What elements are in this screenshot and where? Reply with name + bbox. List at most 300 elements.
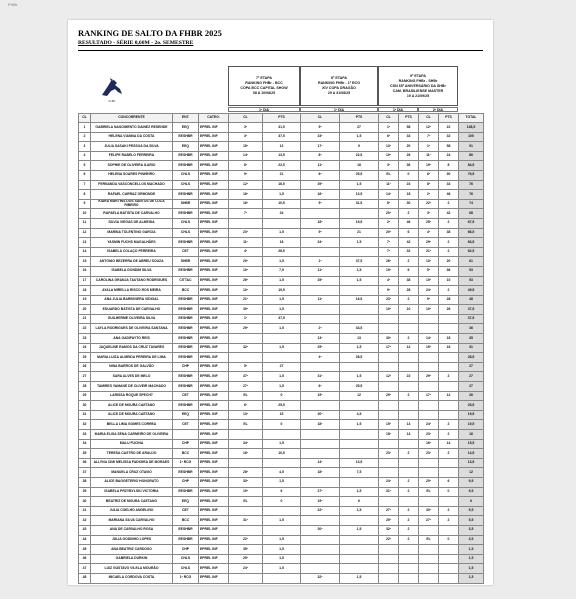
entity-cell: EEQ xyxy=(173,497,199,507)
total-cell: 84,5 xyxy=(459,161,484,171)
total-cell: 31 xyxy=(459,343,484,353)
pts-cell xyxy=(399,401,419,411)
entity-cell: SHBR xyxy=(173,199,199,209)
table-row xyxy=(79,497,484,507)
cl-cell xyxy=(379,564,399,574)
rank-cell: 10 xyxy=(79,209,91,219)
pts-cell: 2 xyxy=(399,295,419,305)
cl-cell: 25º xyxy=(229,554,263,564)
rank-cell: 29 xyxy=(79,391,91,401)
pts-cell xyxy=(399,324,419,334)
entity-cell: EESHBR xyxy=(173,295,199,305)
pts-cell: 1,5 xyxy=(263,295,301,305)
table-row xyxy=(79,180,484,190)
pts-cell: 1,5 xyxy=(263,372,301,382)
pts-cell: 1,5 xyxy=(263,343,301,353)
cl-cell: 32º xyxy=(379,525,399,535)
category-cell: EPREL INF xyxy=(199,218,229,228)
pts-cell: 37,5 xyxy=(263,314,301,324)
cl-cell xyxy=(379,353,399,363)
pts-cell: 2 xyxy=(399,209,419,219)
competitor-cell: FELIPE RABELO FERREIRA xyxy=(91,151,173,161)
pts-cell: 34 xyxy=(399,132,419,142)
cl-cell xyxy=(379,362,399,372)
cl-cell: 3º xyxy=(419,209,439,219)
pts-cell: 2 xyxy=(439,286,459,296)
cl-cell xyxy=(379,497,399,507)
cl-cell: 6º xyxy=(419,170,439,180)
competitor-cell: TAMIRES YAMANE DE OLIVEIR MACHADO xyxy=(91,382,173,392)
table-row xyxy=(79,535,484,545)
cl-cell: 2º xyxy=(419,190,439,200)
entity-cell: CHP xyxy=(173,545,199,555)
cl-cell: 14º xyxy=(229,151,263,161)
cl-cell: 20º xyxy=(301,525,340,535)
table-row xyxy=(79,516,484,526)
cl-cell: EL xyxy=(229,391,263,401)
pts-cell: 37,5 xyxy=(263,132,301,142)
cl-cell: 3º xyxy=(379,161,399,171)
cl-cell xyxy=(229,506,263,516)
competitor-cell: ANA GADIFAYTO REIS xyxy=(91,334,173,344)
pts-cell: 6 xyxy=(263,487,301,497)
table-row xyxy=(79,506,484,516)
table-row xyxy=(79,477,484,487)
cl-cell: 10º xyxy=(379,305,399,315)
cl-cell: 31º xyxy=(229,516,263,526)
table-row xyxy=(79,353,484,363)
cl-cell: 18º xyxy=(301,468,340,478)
cl-cell xyxy=(379,382,399,392)
pts-cell xyxy=(439,401,459,411)
category-cell: EPREL INF xyxy=(199,247,229,257)
pts-cell: 1,5 xyxy=(340,132,379,142)
competitor-cell: MARINA TOLENTINO GARCIA xyxy=(91,228,173,238)
cl-cell: EL xyxy=(229,497,263,507)
category-cell: EPREL INF xyxy=(199,391,229,401)
cl-cell: 18º xyxy=(301,420,340,430)
pts-cell: 21 xyxy=(340,228,379,238)
pts-cell xyxy=(263,458,301,468)
pts-cell: 58 xyxy=(399,123,419,133)
pts-cell: 2 xyxy=(439,372,459,382)
table-row xyxy=(79,151,484,161)
competitor-cell: BELLA LIMA GOMES CORREA xyxy=(91,420,173,430)
col-pts-8-header: PTS xyxy=(340,114,379,123)
cl-cell: 10º xyxy=(419,305,439,315)
pts-cell: 1,5 xyxy=(263,554,301,564)
entity-cell: EESHBR xyxy=(173,132,199,142)
pts-cell: 2 xyxy=(399,535,419,545)
cl-cell: 30º xyxy=(419,506,439,516)
competitor-cell: MARIA LUIZA ALMEIDA PEREIRA DE LIMA xyxy=(91,353,173,363)
table-row xyxy=(79,391,484,401)
rank-cell: 12 xyxy=(79,228,91,238)
category-cell: EPREL INF xyxy=(199,410,229,420)
entity-cell: EESHBR xyxy=(173,382,199,392)
cl-cell: 1º xyxy=(419,142,439,152)
entity-cell: SHBR xyxy=(173,257,199,267)
entity-cell: EEQ xyxy=(173,142,199,152)
cl-cell: 19º xyxy=(379,266,399,276)
pts-cell: 6 xyxy=(340,497,379,507)
pts-cell: 26 xyxy=(439,305,459,315)
cl-cell: 3º xyxy=(229,132,263,142)
total-cell: 14,5 xyxy=(459,449,484,459)
table-row xyxy=(79,430,484,440)
table-row xyxy=(79,161,484,171)
pts-cell: 9 xyxy=(340,142,379,152)
total-cell: 62,5 xyxy=(459,247,484,257)
day-label: 1º DIA xyxy=(300,107,378,112)
pts-cell: 30 xyxy=(399,199,419,209)
total-cell: 12 xyxy=(459,468,484,478)
cl-cell xyxy=(419,410,439,420)
pts-cell: 2 xyxy=(399,506,419,516)
cl-cell: 8º xyxy=(379,199,399,209)
rank-cell: 40 xyxy=(79,497,91,507)
competitor-cell: ISABELA GONDIM SILVA xyxy=(91,266,173,276)
table-row xyxy=(79,362,484,372)
cl-cell: 5º xyxy=(419,266,439,276)
pts-cell: 32 xyxy=(399,247,419,257)
pts-cell: 1,5 xyxy=(263,545,301,555)
total-cell: 105 xyxy=(459,132,484,142)
title-divider xyxy=(78,50,483,51)
total-cell: 3,5 xyxy=(459,525,484,535)
rank-cell: 23 xyxy=(79,334,91,344)
pts-cell: 2 xyxy=(439,420,459,430)
entity-cell: CET xyxy=(173,391,199,401)
cl-cell: 8º xyxy=(419,180,439,190)
total-cell: 36 xyxy=(459,324,484,334)
pts-cell xyxy=(439,353,459,363)
category-cell: EPREL INF xyxy=(199,170,229,180)
rank-cell: 5 xyxy=(79,161,91,171)
pts-cell xyxy=(340,247,379,257)
cl-cell: 14º xyxy=(379,190,399,200)
pts-cell: 10 xyxy=(439,276,459,286)
pts-cell: 37,5 xyxy=(340,257,379,267)
pts-cell: 1,5 xyxy=(263,564,301,574)
category-cell: EPREL INF xyxy=(199,238,229,248)
pts-cell: 6 xyxy=(439,477,459,487)
entity-cell: 1º RCG xyxy=(173,458,199,468)
cl-cell: 11º xyxy=(419,151,439,161)
table-row xyxy=(79,170,484,180)
rank-cell: 36 xyxy=(79,458,91,468)
pts-cell xyxy=(340,286,379,296)
category-cell: EPREL INF xyxy=(199,276,229,286)
competitor-cell: JULIA SASAKI PESSOA DA SILVA xyxy=(91,142,173,152)
table-header-row xyxy=(79,114,484,123)
cl-cell xyxy=(379,401,399,411)
pts-cell: 1,5 xyxy=(340,276,379,286)
category-cell: EPREL INF xyxy=(199,295,229,305)
table-row xyxy=(79,199,484,209)
entity-cell: EESHBR xyxy=(173,334,199,344)
pts-cell: 46 xyxy=(399,218,419,228)
total-cell: 5,5 xyxy=(459,516,484,526)
pts-cell: 1,5 xyxy=(340,180,379,190)
total-cell: 76,5 xyxy=(459,170,484,180)
pts-cell: 12 xyxy=(439,391,459,401)
pts-cell: 22 xyxy=(399,372,419,382)
stage-label: 9ª ETAPA RANKING FHBr - SHBr CSN 65º ANIVERSÁRIO DA SHBr CAM. BRASILIENSE MASTER 19 A 21/09/25 xyxy=(390,73,446,98)
cl-cell: 24º xyxy=(419,420,439,430)
rank-cell: 41 xyxy=(79,506,91,516)
category-cell: EPREL INF xyxy=(199,430,229,440)
cl-cell xyxy=(379,573,399,583)
cl-cell: 4º xyxy=(379,276,399,286)
cl-cell: 23º xyxy=(419,430,439,440)
pts-cell: 28,5 xyxy=(263,247,301,257)
category-cell: EPREL INF xyxy=(199,516,229,526)
pts-cell: 18 xyxy=(439,334,459,344)
competitor-cell: LARISSA ROQUE SPECHT xyxy=(91,391,173,401)
pts-cell: 2 xyxy=(399,477,419,487)
pts-cell xyxy=(263,430,301,440)
pts-cell xyxy=(263,334,301,344)
cl-cell: 12º xyxy=(229,180,263,190)
cl-cell xyxy=(419,468,439,478)
pts-cell: 1,5 xyxy=(263,516,301,526)
total-cell: 67,5 xyxy=(459,218,484,228)
pts-cell: 0 xyxy=(263,391,301,401)
category-cell: EPREL INF xyxy=(199,228,229,238)
cl-cell: 15º xyxy=(419,343,439,353)
horse-logo-icon xyxy=(98,77,126,99)
table-row xyxy=(79,314,484,324)
entity-cell: EESHBR xyxy=(173,324,199,334)
entity-cell: EESHBR xyxy=(173,487,199,497)
table-row xyxy=(79,334,484,344)
stage-label: 8ª ETAPA RANKING FHBr - 1ª RCG XIV COPA DRAGÃO 29 A 31/08/25 xyxy=(317,76,361,95)
pts-cell xyxy=(399,468,419,478)
pts-cell: 10,5 xyxy=(263,449,301,459)
entity-cell: EESHBR xyxy=(173,401,199,411)
pts-cell: 22 xyxy=(439,123,459,133)
pts-cell: 34 xyxy=(439,180,459,190)
category-cell: EPREL INF xyxy=(199,132,229,142)
cl-cell xyxy=(419,324,439,334)
category-cell: EPREL INF xyxy=(199,199,229,209)
day-label: 1º DIA xyxy=(378,107,418,112)
total-cell: 9,5 xyxy=(459,477,484,487)
entity-cell: EESHBR xyxy=(173,525,199,535)
pts-cell: 27 xyxy=(340,123,379,133)
category-cell: EPREL INF xyxy=(199,123,229,133)
pts-cell: 12 xyxy=(399,343,419,353)
cl-cell: 21º xyxy=(229,295,263,305)
cl-cell: 19º xyxy=(419,161,439,171)
cl-cell: 26º xyxy=(379,257,399,267)
pts-cell xyxy=(439,468,459,478)
pts-cell: 18 xyxy=(263,238,301,248)
pts-cell: 1,5 xyxy=(340,238,379,248)
competitor-cell: ANA DE CARVALHO ROSA xyxy=(91,525,173,535)
pts-cell: 2 xyxy=(439,218,459,228)
pts-cell xyxy=(439,573,459,583)
pts-cell: 16 xyxy=(439,343,459,353)
cl-cell xyxy=(301,401,340,411)
table-row xyxy=(79,142,484,152)
pts-cell: 27 xyxy=(263,362,301,372)
category-cell: EPREL INF xyxy=(199,305,229,315)
pts-cell: 28 xyxy=(399,286,419,296)
total-cell: 27 xyxy=(459,382,484,392)
cl-cell: 33º xyxy=(229,477,263,487)
cl-cell: 9º xyxy=(301,228,340,238)
entity-cell: EESHBR xyxy=(173,266,199,276)
cl-cell xyxy=(379,410,399,420)
pts-cell xyxy=(399,545,419,555)
col-concorrente-header: CONCORRENTE xyxy=(91,114,173,123)
col-total-header: TOTAL xyxy=(459,114,484,123)
rank-cell: 25 xyxy=(79,353,91,363)
cl-cell: 20º xyxy=(301,410,340,420)
cl-cell: 11º xyxy=(301,161,340,171)
entity-cell: EESHBR xyxy=(173,535,199,545)
pts-cell: 12 xyxy=(263,142,301,152)
category-cell: EPREL INF xyxy=(199,314,229,324)
pts-cell xyxy=(263,353,301,363)
pts-cell xyxy=(399,314,419,324)
cl-cell: 19º xyxy=(229,487,263,497)
rank-cell: 21 xyxy=(79,314,91,324)
pts-cell: 30 xyxy=(439,170,459,180)
rank-cell: 46 xyxy=(79,554,91,564)
entity-cell: EESHBR xyxy=(173,151,199,161)
category-cell: EPREL INF xyxy=(199,564,229,574)
pts-cell: 1,5 xyxy=(340,372,379,382)
entity-cell: EESHBR xyxy=(173,190,199,200)
rank-cell: 24 xyxy=(79,343,91,353)
pts-cell xyxy=(340,449,379,459)
rank-cell: 3 xyxy=(79,142,91,152)
rank-cell: 17 xyxy=(79,276,91,286)
pts-cell xyxy=(263,573,301,583)
cl-cell: 7º xyxy=(379,247,399,257)
category-cell: EPREL INF xyxy=(199,554,229,564)
pts-cell: 42 xyxy=(399,238,419,248)
pts-cell: 1,5 xyxy=(263,439,301,449)
cl-cell xyxy=(419,458,439,468)
cl-cell: 9º xyxy=(229,170,263,180)
pts-cell: 18 xyxy=(340,161,379,171)
cl-cell xyxy=(379,314,399,324)
total-cell: 138,5 xyxy=(459,123,484,133)
pts-cell: 10,5 xyxy=(263,199,301,209)
cl-cell xyxy=(229,353,263,363)
pts-cell xyxy=(399,382,419,392)
competitor-cell: MANUELA CRUZ OTAVIO xyxy=(91,468,173,478)
pts-cell: 1,5 xyxy=(340,525,379,535)
cl-cell xyxy=(301,477,340,487)
rank-cell: 48 xyxy=(79,573,91,583)
entity-cell: EESHBR xyxy=(173,209,199,219)
rank-cell: 18 xyxy=(79,286,91,296)
entity-cell: CHLS xyxy=(173,564,199,574)
cl-cell xyxy=(379,458,399,468)
pts-cell xyxy=(340,554,379,564)
table-row xyxy=(79,372,484,382)
competitor-cell: CAROLINA GRANJA TAUTANO RODRIGUES xyxy=(91,276,173,286)
pts-cell xyxy=(399,458,419,468)
cl-cell: 1º xyxy=(379,123,399,133)
col-ent-header: ENT. xyxy=(173,114,199,123)
cl-cell xyxy=(229,525,263,535)
cl-cell: 21º xyxy=(419,247,439,257)
cl-cell: 9º xyxy=(419,295,439,305)
rank-cell: 2 xyxy=(79,132,91,142)
table-body xyxy=(79,123,484,584)
competitor-cell: MARIANA SILVA CARVALHO xyxy=(91,516,173,526)
pts-cell xyxy=(340,401,379,411)
cl-cell xyxy=(301,564,340,574)
cl-cell: 6º xyxy=(301,170,340,180)
table-row xyxy=(79,295,484,305)
rank-cell: 4 xyxy=(79,151,91,161)
competitor-cell: JULIA GODINHO LOPES xyxy=(91,535,173,545)
table-row xyxy=(79,410,484,420)
entity-cell: EESHBR xyxy=(173,314,199,324)
pts-cell: 10 xyxy=(399,305,419,315)
entity-cell: EESHBR xyxy=(173,238,199,248)
pts-cell: 12 xyxy=(340,391,379,401)
cl-cell: 30º xyxy=(379,334,399,344)
pts-cell: 18 xyxy=(399,190,419,200)
cl-cell: 31º xyxy=(301,372,340,382)
rank-cell: 16 xyxy=(79,266,91,276)
pts-cell: 20 xyxy=(439,257,459,267)
day-label: 2º DIA xyxy=(418,107,458,112)
competitor-cell: ISABELA COLAÇO FERREIRA xyxy=(91,247,173,257)
cl-cell: 7º xyxy=(229,209,263,219)
total-cell: 53 xyxy=(459,276,484,286)
cl-cell: 29º xyxy=(301,180,340,190)
table-row xyxy=(79,343,484,353)
category-cell: EPREL INF xyxy=(199,362,229,372)
cl-cell: 4º xyxy=(301,353,340,363)
pts-cell: 22,5 xyxy=(263,161,301,171)
pts-cell xyxy=(439,545,459,555)
total-cell: 63,5 xyxy=(459,238,484,248)
competitor-cell: HELENA VIANNA DA COSTA xyxy=(91,132,173,142)
cl-cell: 12º xyxy=(419,123,439,133)
cl-cell: 25º xyxy=(419,218,439,228)
competitor-cell: ALICE DE MOURA CAETANO xyxy=(91,410,173,420)
cl-cell: EL xyxy=(419,535,439,545)
rank-cell: 31 xyxy=(79,410,91,420)
cl-cell: 10º xyxy=(229,286,263,296)
category-cell: EPREL INF xyxy=(199,545,229,555)
total-cell: 37,5 xyxy=(459,314,484,324)
pts-cell xyxy=(399,353,419,363)
entity-cell: EESHBR xyxy=(173,305,199,315)
pts-cell: 2 xyxy=(399,516,419,526)
entity-cell: CET xyxy=(173,247,199,257)
pts-cell: 1,5 xyxy=(263,190,301,200)
pts-cell: 2 xyxy=(399,525,419,535)
cl-cell xyxy=(301,209,340,219)
rank-cell: 42 xyxy=(79,516,91,526)
cl-cell xyxy=(301,554,340,564)
category-cell: EPREL INF xyxy=(199,468,229,478)
competitor-cell: RAFAEL CARRAZ ORMONDE xyxy=(91,190,173,200)
pts-cell: 25,5 xyxy=(263,401,301,411)
pts-cell: 6 xyxy=(399,266,419,276)
